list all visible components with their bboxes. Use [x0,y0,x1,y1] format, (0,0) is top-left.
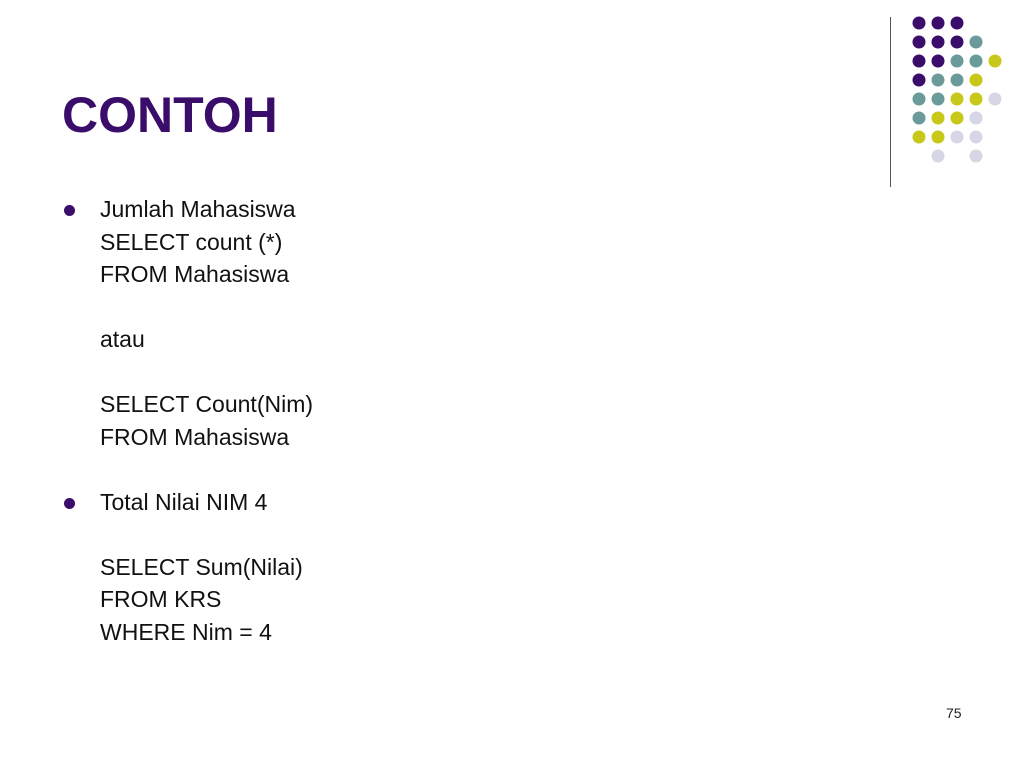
bullet-line: Jumlah Mahasiswa [100,196,296,222]
decorative-dot [970,112,983,125]
decorative-dot [913,93,926,106]
decorative-dot [913,17,926,30]
decorative-dot [913,112,926,125]
page-number: 75 [946,705,962,721]
decorative-dot [970,55,983,68]
bullet-line [100,356,822,389]
decorative-dot [932,93,945,106]
decorative-dot [951,74,964,87]
decorative-dot [951,55,964,68]
bullet-line [100,291,822,324]
decorative-dot [951,112,964,125]
bullet-line: Total Nilai NIM 4 [100,488,268,515]
bullet-item-sum [62,486,822,649]
decorative-dot [970,131,983,144]
title-divider-line [890,17,891,187]
bullet-line: atau [100,326,145,352]
slide-title: CONTOH [62,87,278,143]
bullet-line: SELECT count (*) [100,228,283,255]
decorative-dot [913,131,926,144]
bullet-line [100,518,822,551]
bullet-line: FROM Mahasiswa [100,261,290,287]
bullet-line [100,453,822,486]
bullet-icon [64,498,75,509]
decorative-dot [970,93,983,106]
decorative-dot [989,55,1002,68]
decorative-dot [932,150,945,163]
decorative-dot [970,74,983,87]
decorative-dot [932,36,945,49]
bullet-line: SELECT Count(Nim) [100,391,314,417]
decorative-dot [951,131,964,144]
bullet-line: WHERE Nim = 4 [100,618,272,645]
decorative-dot [932,112,945,125]
bullet-icon [64,205,75,216]
decorative-dot [913,55,926,68]
decorative-dot [913,36,926,49]
decorative-dot [951,36,964,49]
decorative-dot [932,17,945,30]
decorative-dot [970,36,983,49]
bullet-line: FROM KRS [100,586,222,612]
decorative-dot [989,93,1002,106]
decorative-dot [913,74,926,87]
bullet-item-count [62,193,822,486]
decorative-dot [932,55,945,68]
decorative-dot [932,74,945,87]
slide-body [62,193,822,648]
decorative-dot [970,150,983,163]
decorative-dot [951,17,964,30]
bullet-line: FROM Mahasiswa [100,423,290,450]
decorative-dot [951,93,964,106]
bullet-line: SELECT Sum(Nilai) [100,553,303,580]
decorative-dot [932,131,945,144]
